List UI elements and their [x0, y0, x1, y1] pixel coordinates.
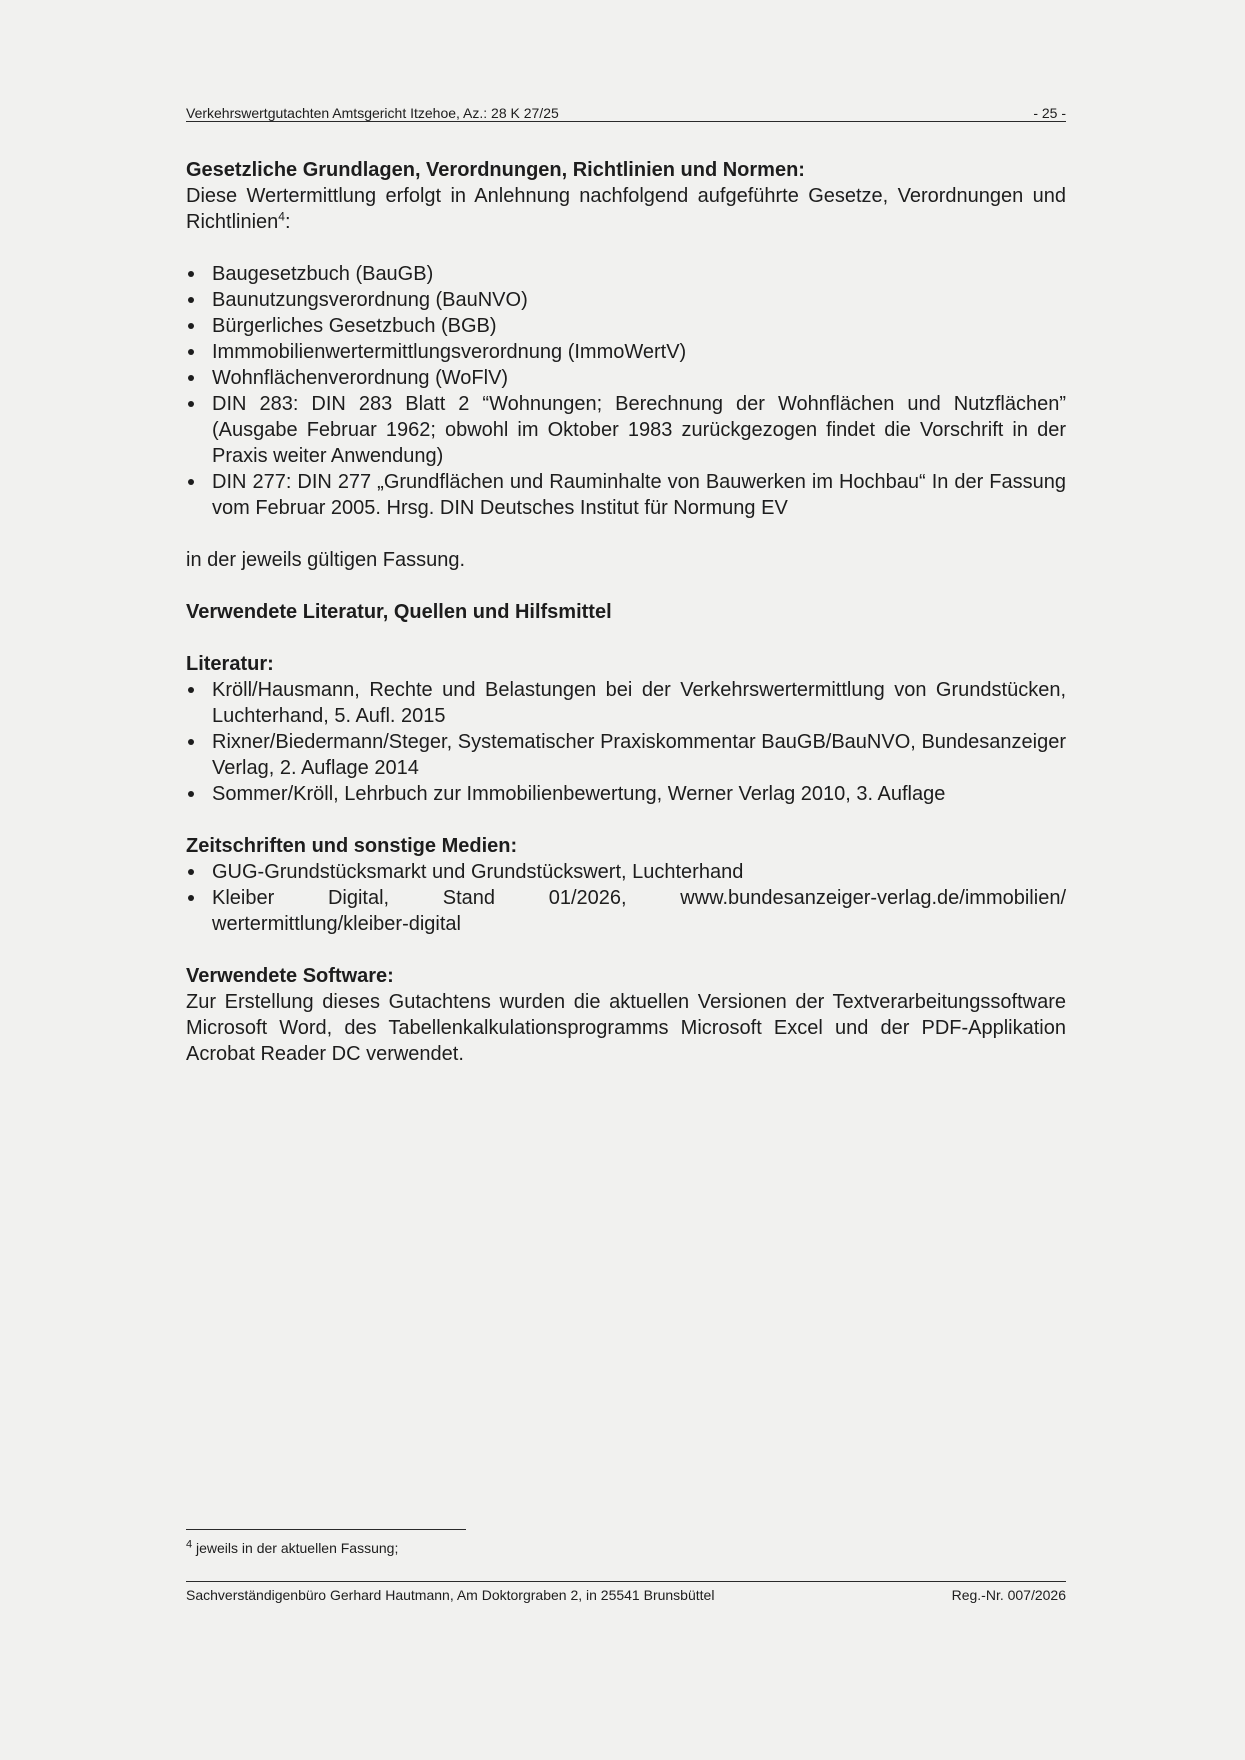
section-intro-text: Diese Wertermittlung erfolgt in Anlehnung nachfolgend aufgeführte Gesetze, Verordnungen und Richtlinien — [186, 185, 1066, 233]
bullet-icon — [188, 479, 194, 485]
page-header — [186, 103, 1066, 122]
bullet-icon — [188, 687, 194, 693]
list-item-text: Baugesetzbuch (BauGB) — [212, 263, 434, 285]
header-page-number: - 25 - — [1033, 105, 1066, 121]
list-item-text: Immmobilienwertermittlungsverordnung (ImmoWertV) — [212, 341, 687, 363]
footer-office-address: Sachverständigenbüro Gerhard Hautmann, Am Doktorgraben 2, in 25541 Brunsbüttel — [186, 1587, 715, 1603]
bullet-icon — [188, 739, 194, 745]
list-item-text: Rixner/Biedermann/Steger, Systematischer Praxiskommentar BauGB/BauNVO, Bundesanzeiger Verlag, 2. Auflage 2014 — [212, 731, 1066, 779]
bullet-icon — [188, 895, 194, 901]
subheading-literatur: Literatur: — [186, 653, 274, 675]
subheading-medien: Zeitschriften und sonstige Medien: — [186, 835, 518, 857]
list-item — [186, 677, 1066, 729]
list-item-text: Wohnflächenverordnung (WoFlV) — [212, 367, 509, 389]
footnote — [186, 1539, 398, 1557]
footnote-reference: 4 — [278, 209, 285, 224]
bullet-icon — [188, 791, 194, 797]
list-item — [186, 391, 1066, 469]
subheading-software: Verwendete Software: — [186, 965, 394, 987]
list-item — [186, 287, 1066, 313]
software-paragraph: Zur Erstellung dieses Gutachtens wurden die aktuellen Versionen der Textverarbeitungssoftware Microsoft Word, des Tabellenkalkulationsprogramms Microsoft Excel und der PDF-Applikation Acrobat Reader DC verwendet. — [186, 991, 1066, 1065]
page-footer — [186, 1581, 1066, 1604]
list-item — [186, 729, 1066, 781]
literature-list — [186, 677, 1066, 807]
bullet-icon — [188, 349, 194, 355]
bullet-icon — [188, 323, 194, 329]
list-item — [186, 339, 1066, 365]
section-heading-grundlagen: Gesetzliche Grundlagen, Verordnungen, Richtlinien und Normen: — [186, 159, 805, 181]
footnote-divider — [186, 1529, 466, 1530]
list-item-text: Kröll/Hausmann, Rechte und Belastungen bei der Verkehrswertermittlung von Grundstücken, Luchterhand, 5. Aufl. 2015 — [212, 679, 1066, 727]
media-list — [186, 859, 1066, 937]
section-intro-end: : — [284, 211, 291, 233]
list-item-text: DIN 283: DIN 283 Blatt 2 “Wohnungen; Berechnung der Wohnflächen und Nutzflächen” (Ausgabe Februar 1962; obwohl im Oktober 1983 zurückgezogen findet die Vorschrift in der Praxis weiter Anwendung) — [212, 393, 1066, 467]
list-item-text: Bürgerliches Gesetzbuch (BGB) — [212, 315, 497, 337]
list-item — [186, 885, 1066, 937]
header-case-reference: Verkehrswertgutachten Amtsgericht Itzehoe, Az.: 28 K 27/25 — [186, 105, 559, 121]
section-closing: in der jeweils gültigen Fassung. — [186, 549, 466, 571]
list-item-text: Sommer/Kröll, Lehrbuch zur Immobilienbewertung, Werner Verlag 2010, 3. Auflage — [212, 783, 946, 805]
list-item — [186, 313, 1066, 339]
list-item-text: Baunutzungsverordnung (BauNVO) — [212, 289, 528, 311]
list-item-text: Kleiber Digital, Stand 01/2026, www.bundesanzeiger-verlag.de/immobilien/ wertermittlung/kleiber-digital — [212, 887, 1066, 935]
section-heading-literatur-quellen: Verwendete Literatur, Quellen und Hilfsmittel — [186, 601, 612, 623]
footer-registration-number: Reg.-Nr. 007/2026 — [951, 1587, 1066, 1603]
document-body — [186, 157, 1066, 1067]
list-item — [186, 365, 1066, 391]
list-item — [186, 261, 1066, 287]
list-item-text: GUG-Grundstücksmarkt und Grundstückswert, Luchterhand — [212, 861, 744, 883]
list-item — [186, 859, 1066, 885]
bullet-icon — [188, 401, 194, 407]
bullet-icon — [188, 869, 194, 875]
bullet-icon — [188, 375, 194, 381]
footnote-number: 4 — [186, 1538, 193, 1551]
list-item — [186, 781, 1066, 807]
section-intro — [186, 183, 1066, 235]
list-item — [186, 469, 1066, 521]
footnote-text: jeweils in der aktuellen Fassung; — [196, 1540, 399, 1556]
list-item-text: DIN 277: DIN 277 „Grundflächen und Rauminhalte von Bauwerken im Hochbau“ In der Fassung vom Februar 2005. Hrsg. DIN Deutsches Institut für Normung EV — [212, 471, 1066, 519]
bullet-icon — [188, 271, 194, 277]
bullet-icon — [188, 297, 194, 303]
regulations-list — [186, 261, 1066, 521]
